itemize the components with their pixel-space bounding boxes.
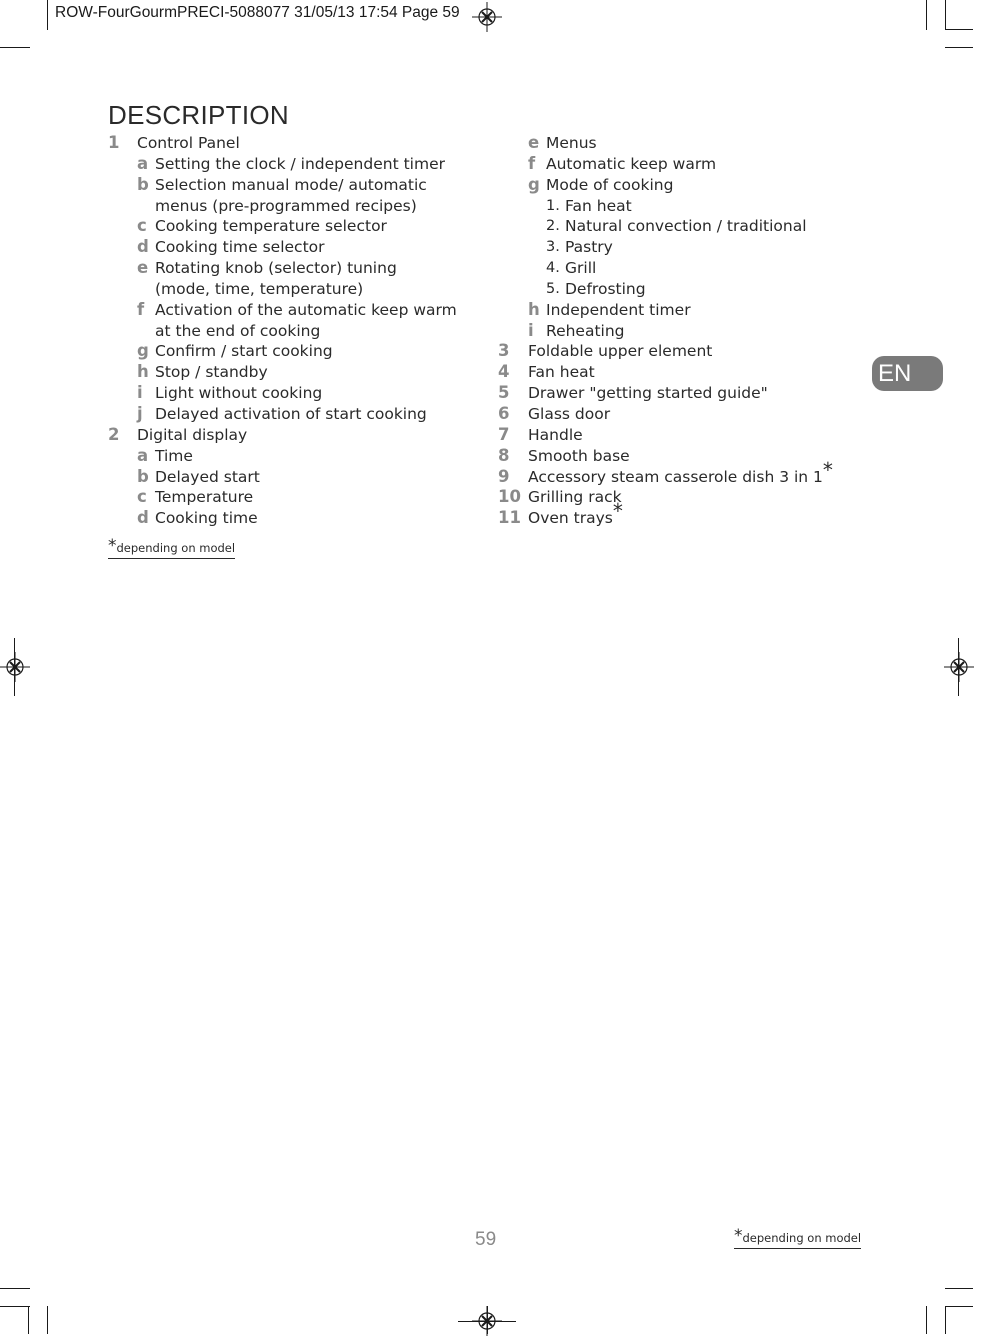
item-text: Light without cooking [155,384,323,403]
item-number: f [137,299,145,319]
item-number: 9 [498,466,510,486]
list-item [108,404,488,425]
item-number: 2 [108,424,120,444]
item-text: Defrosting [565,279,646,298]
asterisk-mark: * [612,499,623,524]
item-text: Grilling rack [528,488,622,507]
registration-mark-icon [0,652,30,682]
page-title: DESCRIPTION [108,100,289,130]
print-slug: ROW-FourGourmPRECI-5088077 31/05/13 17:54 Page 59 [55,4,460,21]
list-item [108,341,488,362]
registration-mark-icon [472,2,502,32]
item-text: Cooking time [155,509,258,528]
footnote [108,537,235,559]
item-text: (mode, time, temperature) [155,279,364,298]
item-number: d [137,508,149,528]
list-item [498,499,858,529]
footnote-star: * [734,1226,743,1246]
list-item [108,487,488,508]
list-item [108,258,488,279]
item-text: Menus [546,134,597,152]
item-number: a [137,153,149,173]
item-text: Mode of cooking [546,175,674,194]
item-number: 4. [546,260,560,277]
footnote-text: depending on model [116,541,236,555]
list-item [498,216,858,237]
list-item [108,508,488,529]
list-item [498,425,858,446]
list-item [108,279,488,300]
item-number: 1. [546,197,560,214]
item-text: Activation of the automatic keep warm [155,300,457,319]
crop-mark [945,29,973,30]
item-number: 6 [498,403,510,423]
item-number: c [137,487,147,507]
list-item [498,196,858,217]
item-number: d [137,237,149,257]
item-text: Cooking temperature selector [155,217,387,236]
crop-mark [926,1306,927,1334]
crop-mark [28,1306,29,1334]
list-item [498,446,858,467]
crop-mark [0,47,30,48]
item-text: Time [155,446,193,465]
list-item [108,383,488,404]
item-text: Oven trays [528,509,613,528]
item-text: at the end of cooking [155,321,321,340]
item-number: 1 [108,133,120,152]
item-text: Handle [528,425,583,444]
item-number: g [137,341,149,361]
item-text: Selection manual mode/ automatic [155,175,427,194]
item-number: b [137,466,149,486]
language-tab: EN [872,356,943,391]
list-item [108,216,488,237]
list-item [108,154,488,175]
list-item [498,321,858,342]
item-number: 7 [498,424,510,444]
list-item [498,300,858,321]
item-text: Fan heat [565,196,632,215]
list-item [498,279,858,300]
item-number: 5 [498,383,510,403]
list-item [108,196,488,217]
crop-mark [945,47,973,48]
list-item [498,341,858,362]
crop-mark [47,0,48,30]
item-text: Drawer "getting started guide" [528,384,768,403]
footnote-star: * [108,536,117,556]
item-number: h [528,299,540,319]
item-number: 3. [546,239,560,256]
item-number: i [528,320,534,340]
list-item [108,321,488,342]
footnote-text: depending on model [742,1231,862,1245]
item-text: Automatic keep warm [546,154,717,173]
item-text: Temperature [155,488,254,507]
list-item [108,175,488,196]
list-item [498,237,858,258]
description-list-left [108,133,488,529]
item-text: Accessory steam casserole dish 3 in 1 [528,467,823,486]
item-text: Natural convection / traditional [565,217,807,236]
item-number: f [528,153,536,173]
item-text: Glass door [528,404,611,423]
item-text: Fan heat [528,363,595,382]
item-text: Control Panel [137,134,240,152]
registration-mark-icon [472,1306,502,1336]
item-text: Delayed activation of start cooking [155,404,427,423]
item-number: 3 [498,341,510,361]
crop-mark [945,1306,973,1307]
list-item [498,383,858,404]
crop-mark [47,1306,48,1334]
list-item [498,133,858,154]
crop-mark [0,1288,30,1289]
item-text: Delayed start [155,467,260,486]
list-item [498,175,858,196]
list-item [108,425,488,446]
item-number: 2. [546,218,560,235]
crop-mark [926,0,927,30]
item-text: Cooking time selector [155,238,325,257]
list-item [108,237,488,258]
list-item [498,487,858,508]
item-number: e [528,133,540,152]
item-text: Stop / standby [155,363,268,382]
item-number: i [137,383,143,403]
item-number: c [137,216,147,236]
item-text: Confirm / start cooking [155,342,333,361]
item-number: a [137,445,149,465]
item-text: Pastry [565,238,613,257]
list-item [108,467,488,488]
item-text: Independent timer [546,300,691,319]
item-number: 11 [498,508,521,528]
item-text: Grill [565,259,597,278]
item-number: 10 [498,487,521,507]
crop-mark [0,1306,30,1307]
item-text: Rotating knob (selector) tuning [155,259,397,278]
list-item [108,300,488,321]
item-text: Digital display [137,425,248,444]
list-item [498,457,858,488]
list-item [498,362,858,383]
list-item [108,362,488,383]
page-number: 59 [475,1229,497,1250]
list-item [498,154,858,175]
item-number: 5. [546,280,560,297]
item-text: Setting the clock / independent timer [155,154,445,173]
registration-mark-icon [944,652,974,682]
item-number: e [137,258,149,278]
crop-mark [945,0,946,30]
asterisk-mark: * [822,457,833,482]
crop-mark [945,1306,946,1334]
list-item [108,133,488,154]
footnote-bottom [734,1227,861,1249]
item-number: b [137,174,149,194]
item-number: j [137,403,143,423]
item-text: Smooth base [528,446,630,465]
crop-mark [945,1288,973,1289]
list-item [108,446,488,467]
item-number: 8 [498,445,510,465]
list-item [498,258,858,279]
item-number: 4 [498,362,510,382]
item-text: menus (pre-programmed recipes) [155,196,417,215]
item-number: h [137,362,149,382]
description-list-right [498,133,858,529]
item-text: Foldable upper element [528,342,713,361]
item-text: Reheating [546,321,625,340]
item-number: g [528,174,540,194]
list-item [498,404,858,425]
